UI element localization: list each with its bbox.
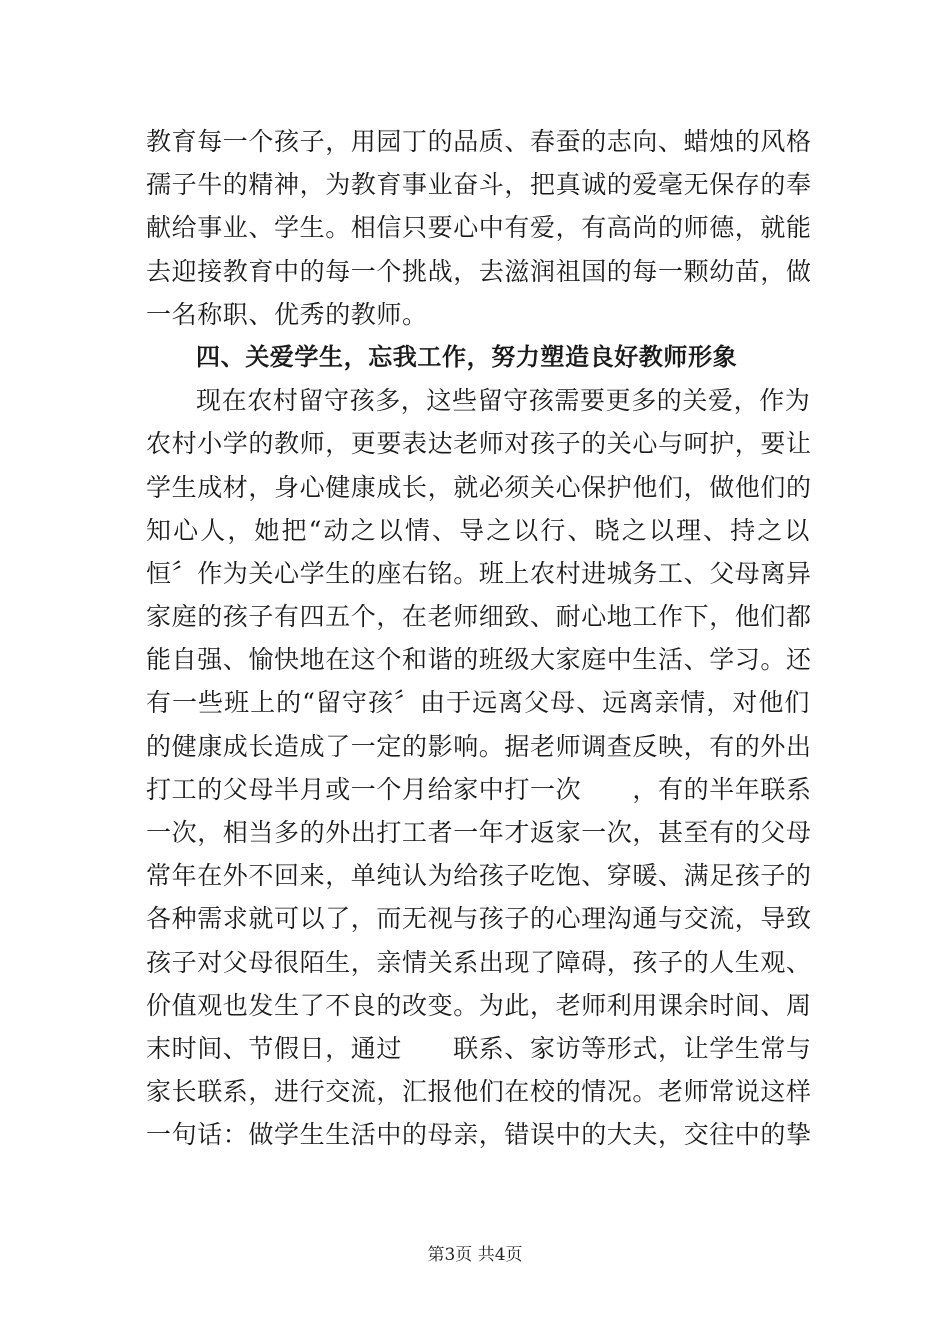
text-line: 的健康成长造成了一定的影响。据老师调查反映，有的外出 [146, 731, 812, 761]
text-line: 能自强、愉快地在这个和谐的班级大家庭中生活、学习。还 [146, 645, 812, 675]
text-line: 献给事业、学生。相信只要心中有爱，有高尚的师德，就能 [146, 213, 812, 243]
text-line: 去迎接教育中的每一个挑战，去滋润祖国的每一颗幼苗，做 [146, 256, 812, 286]
body-text [146, 120, 810, 1157]
page-number-footer: 第3页 共4页 [427, 1245, 523, 1265]
text-line: 孩子对父母很陌生，亲情关系出现了障碍，孩子的人生观、 [146, 947, 812, 977]
text-line: 学生成材，身心健康成长，就必须关心保护他们，做他们的 [146, 472, 812, 502]
text-line: 家长联系，进行交流，汇报他们在校的情况。老师常说这样 [146, 1077, 812, 1107]
text-line: 价值观也发生了不良的改变。为此，老师利用课余时间、周 [146, 990, 812, 1020]
section-heading: 四、关爱学生，忘我工作，努力塑造良好教师形象 [196, 342, 738, 371]
text-line: 各种需求就可以了，而无视与孩子的心理沟通与交流，导致 [146, 904, 812, 934]
text-line: 一句话：做学生生活中的母亲，错误中的大夫，交往中的挚 [146, 1120, 812, 1150]
text-line: 一次，相当多的外出打工者一年才返家一次，甚至有的父母 [146, 818, 812, 847]
text-line: 打工的父母半月或一个月给家中打一次 ，有的半年联系 [146, 774, 812, 804]
text-line: 现在农村留守孩多，这些留守孩需要更多的关爱，作为 [196, 386, 811, 416]
text-line: 教育每一个孩子，用园丁的品质、春蚕的志向、蜡烛的风格 [146, 127, 812, 156]
text-line: 农村小学的教师，更要表达老师对孩子的关心与呵护，要让 [146, 429, 812, 459]
text-line: 末时间、节假日，通过 联系、家访等形式，让学生常与 [146, 1033, 812, 1063]
text-line: 恒〞作为关心学生的座右铭。班上农村进城务工、父母离异 [146, 558, 812, 588]
text-line: 家庭的孩子有四五个，在老师细致、耐心地工作下，他们都 [146, 602, 812, 632]
text-line: 孺子牛的精神，为教育事业奋斗，把真诚的爱毫无保存的奉 [146, 170, 812, 200]
paragraph-2 [146, 379, 810, 1156]
paragraph-1 [146, 120, 810, 336]
text-line: 有一些班上的“留守孩〞由于远离父母、远离亲情，对他们 [146, 688, 810, 718]
text-line: 常年在外不回来，单纯认为给孩子吃饱、穿暖、满足孩子的 [146, 861, 812, 891]
text-line: 一名称职、优秀的教师。 [146, 299, 428, 329]
text-line: 知心人，她把“动之以情、导之以行、晓之以理、持之以 [146, 515, 810, 545]
